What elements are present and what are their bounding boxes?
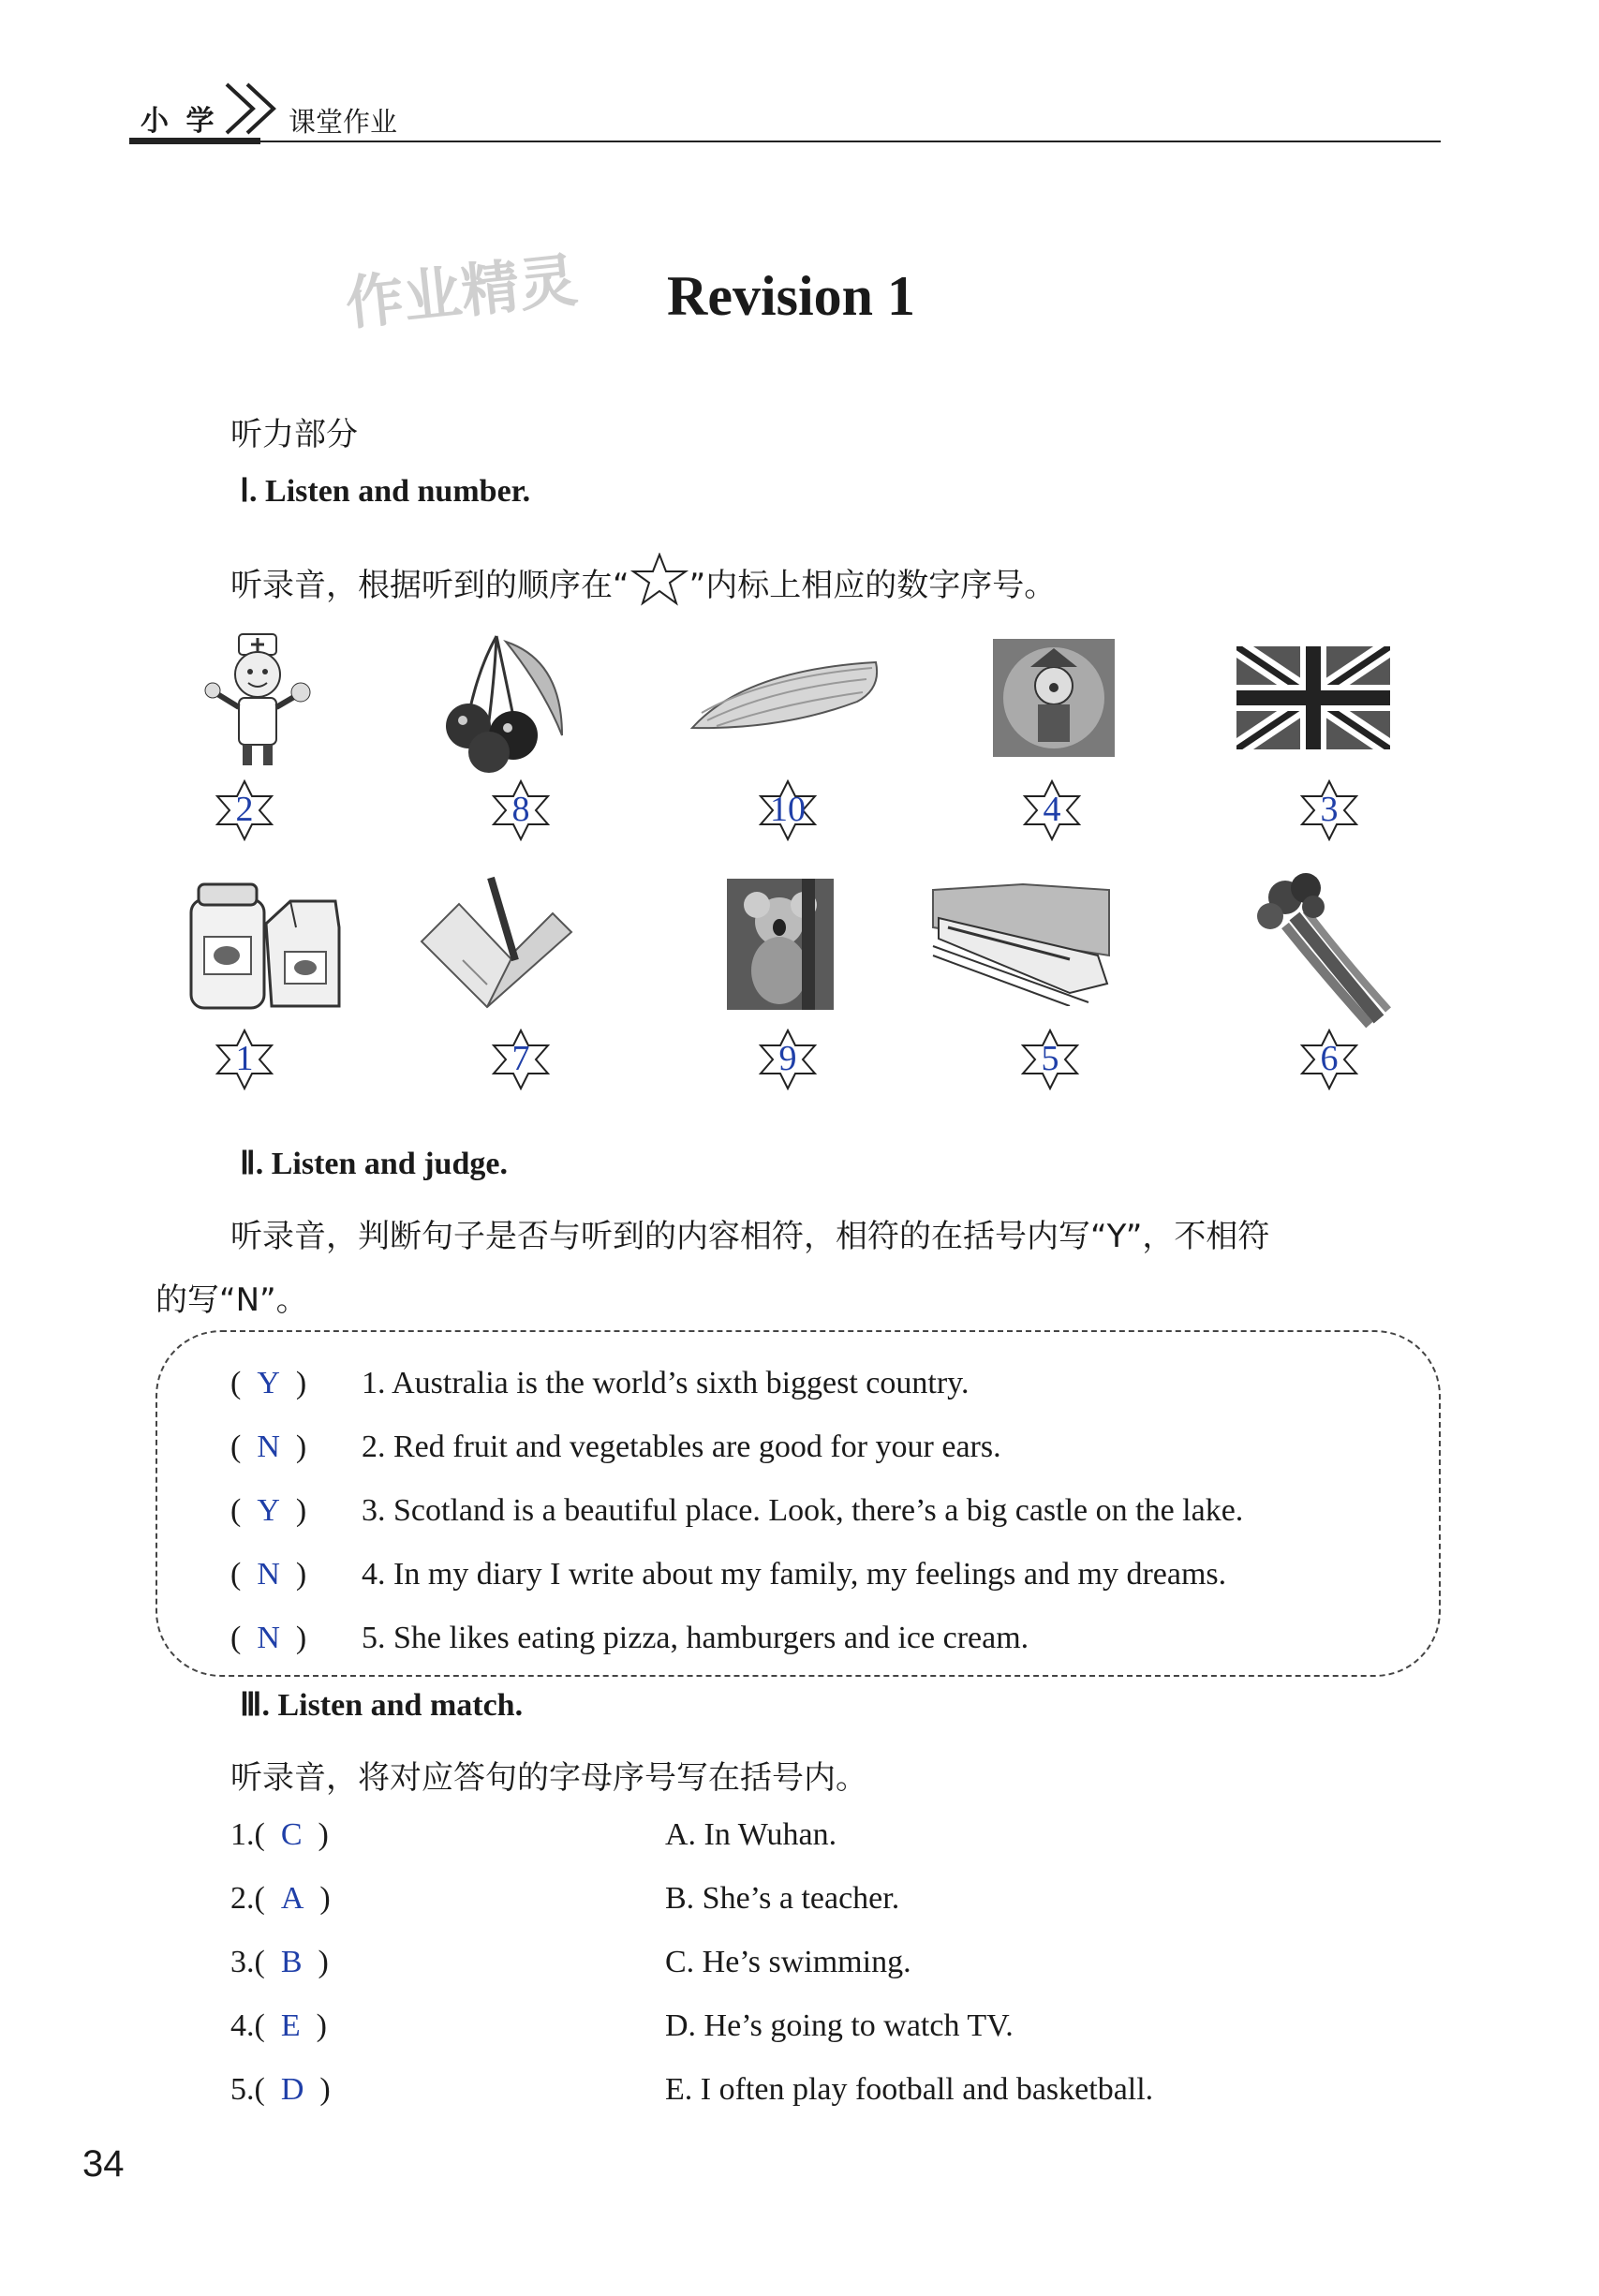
judge-item-2 — [230, 1429, 1001, 1465]
judge-text: Red fruit and vegetables are good for your ears. — [393, 1429, 1001, 1464]
header-level: 小 学 — [141, 105, 218, 138]
celery-icon — [1257, 869, 1398, 1029]
match-answer: C — [280, 1817, 303, 1852]
answer-star-8[interactable] — [757, 1029, 819, 1090]
star-number: 6 — [1320, 1039, 1339, 1078]
judge-num: 3. — [362, 1493, 386, 1528]
match-question-2: 2.( A ) — [230, 1881, 331, 1916]
match-question-3: 3.( B ) — [230, 1945, 329, 1979]
match-answer: E — [280, 2008, 301, 2043]
match-answer: B — [280, 1945, 303, 1979]
star-number: 3 — [1320, 790, 1339, 829]
match-option-c: C. He’s swimming. — [665, 1945, 911, 1979]
star-number: 9 — [778, 1039, 797, 1078]
section3-heading: Ⅲ. Listen and match. — [240, 1688, 524, 1723]
answer-bracket[interactable]: ( E ) — [254, 2008, 327, 2043]
answer-star-2[interactable] — [490, 779, 552, 841]
chevron-right-icon — [219, 77, 285, 141]
section2-instruction-line2: 的写“N”。 — [155, 1281, 308, 1319]
clown-picture-icon — [993, 639, 1115, 757]
page-number: 34 — [82, 2143, 125, 2185]
answer-star-7[interactable] — [490, 1029, 552, 1090]
judge-num: 5. — [362, 1621, 386, 1655]
judge-item-3 — [230, 1493, 1243, 1529]
star-number: 4 — [1043, 790, 1061, 829]
judge-item-1 — [230, 1366, 969, 1401]
answer-bracket[interactable]: ( B ) — [254, 1945, 329, 1979]
section1-heading: Ⅰ. Listen and number. — [240, 474, 531, 509]
answer-bracket[interactable]: ( N ) — [230, 1429, 307, 1464]
judge-item-5 — [230, 1621, 1029, 1656]
answer-star-4[interactable] — [1021, 779, 1083, 841]
answer-star-1[interactable] — [214, 779, 275, 841]
judge-text: Scotland is a beautiful place. Look, there’s a big castle on the lake. — [393, 1493, 1244, 1528]
judge-answer: Y — [257, 1366, 280, 1400]
match-question-5: 5.( D ) — [230, 2072, 331, 2107]
section1-instruction: 听录音，根据听到的顺序在“ ”内标上相应的数字序号。 — [230, 553, 1056, 613]
answer-star-10[interactable] — [1298, 1029, 1360, 1090]
star-number: 5 — [1041, 1039, 1059, 1078]
answer-bracket[interactable]: ( N ) — [230, 1557, 307, 1592]
page-title: Revision 1 — [667, 265, 916, 327]
judge-text: Australia is the world’s sixth biggest country. — [392, 1366, 970, 1400]
match-option-d: D. He’s going to watch TV. — [665, 2008, 1014, 2043]
judge-answer: N — [257, 1621, 280, 1655]
section3-instruction: 听录音，将对应答句的字母序号写在括号内。 — [230, 1759, 867, 1797]
match-answer: D — [280, 2072, 304, 2107]
star-number: 10 — [770, 790, 806, 829]
star-icon — [629, 553, 689, 613]
match-answer: A — [280, 1881, 304, 1916]
match-option-a: A. In Wuhan. — [665, 1817, 837, 1852]
train-icon — [929, 881, 1113, 1006]
section2-heading: Ⅱ. Listen and judge. — [240, 1147, 508, 1181]
judge-num: 4. — [362, 1557, 386, 1592]
section2-instruction-line1: 听录音，判断句子是否与听到的内容相符，相符的在括号内写“Y”，不相符 — [230, 1218, 1270, 1255]
judge-text: In my diary I write about my family, my feelings and my dreams. — [393, 1557, 1227, 1592]
listening-heading: 听力部分 — [230, 416, 358, 453]
corn-icon — [688, 651, 885, 745]
star-number: 7 — [511, 1039, 530, 1078]
judge-answer: N — [257, 1429, 280, 1464]
judge-item-4 — [230, 1557, 1226, 1592]
answer-star-9[interactable] — [1019, 1029, 1081, 1090]
star-number: 8 — [511, 790, 530, 829]
answer-bracket[interactable]: ( D ) — [254, 2072, 331, 2107]
header-rule — [129, 141, 1441, 142]
header-book: 课堂作业 — [289, 106, 398, 138]
judge-num: 2. — [362, 1429, 386, 1464]
milk-cartons-icon — [185, 881, 345, 1012]
answer-bracket[interactable]: ( A ) — [254, 1881, 331, 1916]
cherries-icon — [440, 632, 581, 773]
judge-answer: N — [257, 1557, 280, 1592]
watermark: 作业精灵 — [342, 245, 581, 338]
match-option-b: B. She’s a teacher. — [665, 1881, 900, 1916]
match-question-4: 4.( E ) — [230, 2008, 327, 2043]
uk-flag-icon — [1236, 646, 1390, 749]
open-book-icon — [412, 876, 581, 1016]
answer-bracket[interactable]: ( Y ) — [230, 1493, 307, 1528]
star-number: 1 — [235, 1039, 254, 1078]
doctor-boy-icon — [201, 632, 314, 773]
answer-star-6[interactable] — [214, 1029, 275, 1090]
answer-bracket[interactable]: ( C ) — [254, 1817, 329, 1852]
judge-answer: Y — [257, 1493, 280, 1528]
judge-text: She likes eating pizza, hamburgers and ice cream. — [393, 1621, 1029, 1655]
answer-bracket[interactable]: ( Y ) — [230, 1366, 307, 1400]
match-question-1: 1.( C ) — [230, 1817, 329, 1852]
judge-num: 1. — [362, 1366, 386, 1400]
match-option-e: E. I often play football and basketball. — [665, 2072, 1154, 2107]
answer-bracket[interactable]: ( N ) — [230, 1621, 307, 1655]
answer-star-5[interactable] — [1298, 779, 1360, 841]
star-number: 2 — [235, 790, 254, 829]
answer-star-3[interactable] — [757, 779, 819, 841]
koala-photo-icon — [727, 879, 834, 1010]
